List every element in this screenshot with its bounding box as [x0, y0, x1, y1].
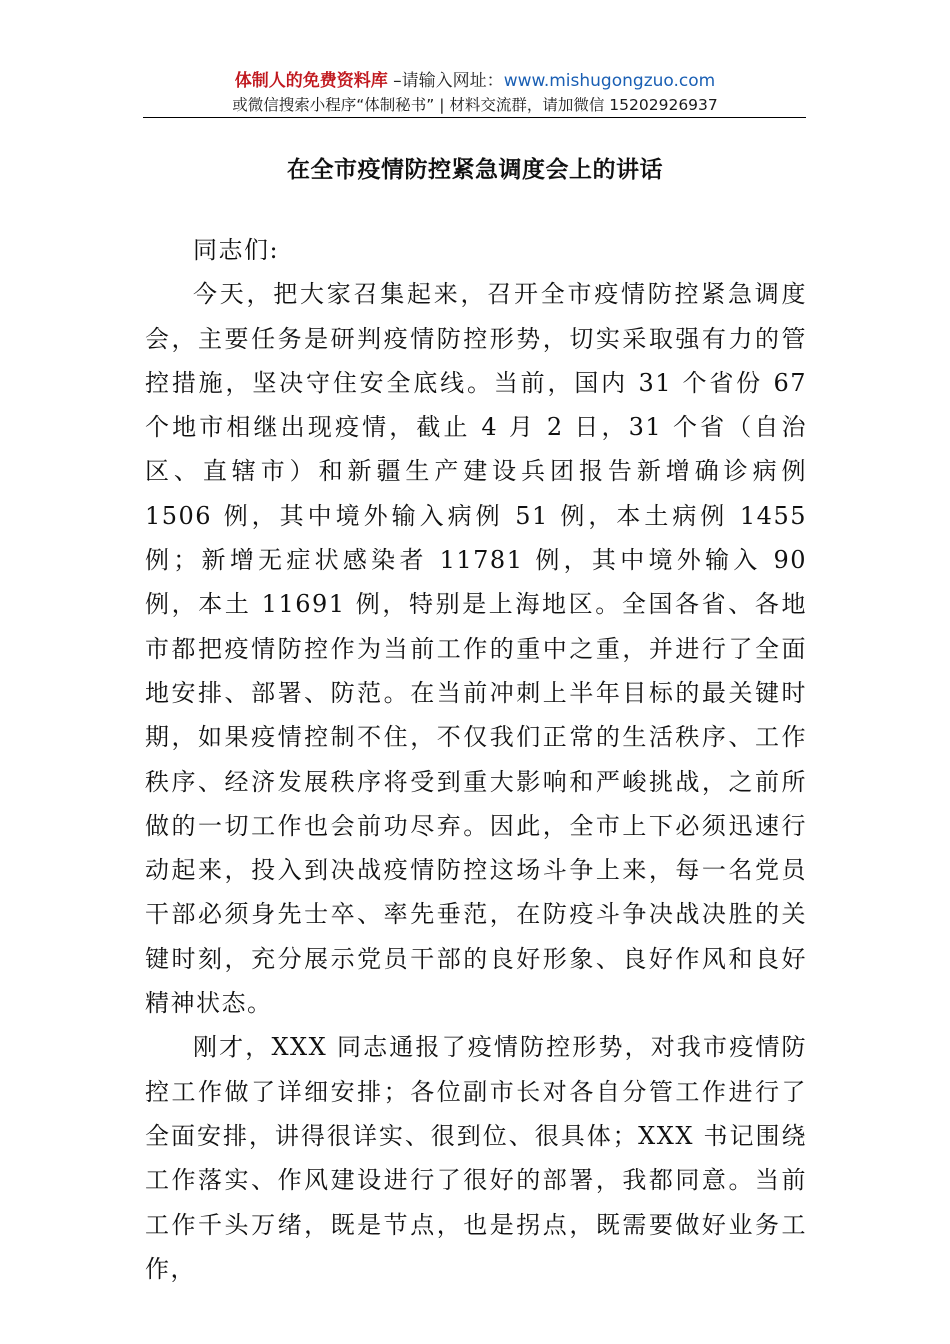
header-divider: [143, 117, 806, 118]
document-body: [145, 228, 807, 1291]
header-contact: 或微信搜索小程序“体制秘书” | 材料交流群，请加微信 15202926937: [232, 96, 718, 114]
page-header: [145, 68, 805, 116]
header-hint: –请输入网址：: [387, 71, 504, 91]
greeting: 同志们:: [193, 236, 280, 264]
document-title: 在全市疫情防控紧急调度会上的讲话: [287, 156, 663, 183]
paragraph: 刚才，XXX 同志通报了疫情防控形势，对我市疫情防控工作做了详细安排；各位副市长对各自分管工作进行了全面安排，讲得很详实、很到位、很具体；XXX 书记围绕工作落实、作风建设进行了很好的部署，我都同意。当前工作千头万绪，既是节点，也是拐点，既需要做好业务工作，: [145, 1033, 807, 1283]
header-url-link[interactable]: www.mishugongzuo.com: [503, 71, 716, 91]
header-brand: 体制人的免费资料库: [234, 71, 388, 91]
header-banner: [145, 68, 805, 94]
paragraph: 今天，把大家召集起来，召开全市疫情防控紧急调度会，主要任务是研判疫情防控形势，切实采取强有力的管控措施，坚决守住安全底线。当前，国内 31 个省份 67 个地市相继出现疫情，截止 4 月 2 日，31 个省（自治区、直辖市）和新疆生产建设兵团报告新增确诊病例 1506 例，其中境外输入病例 51 例，本土病例 1455 例；新增无症状感染者 11781 例，其中境外输入 90 例，本土 11691 例，特别是上海地区。全国各省、各地市都把疫情防控作为当前工作的重中之重，并进行了全面地安排、部署、防范。在当前冲刺上半年目标的最关键时期，如果疫情控制不住，不仅我们正常的生活秩序、工作秩序、经济发展秩序将受到重大影响和严峻挑战，之前所做的一切工作也会前功尽弃。因此，全市上下必须迅速行动起来，投入到决战疫情防控这场斗争上来，每一名党员干部必须身先士卒、率先垂范，在防疫斗争决战决胜的关键时刻，充分展示党员干部的良好形象、良好作风和良好精神状态。: [145, 280, 807, 1018]
